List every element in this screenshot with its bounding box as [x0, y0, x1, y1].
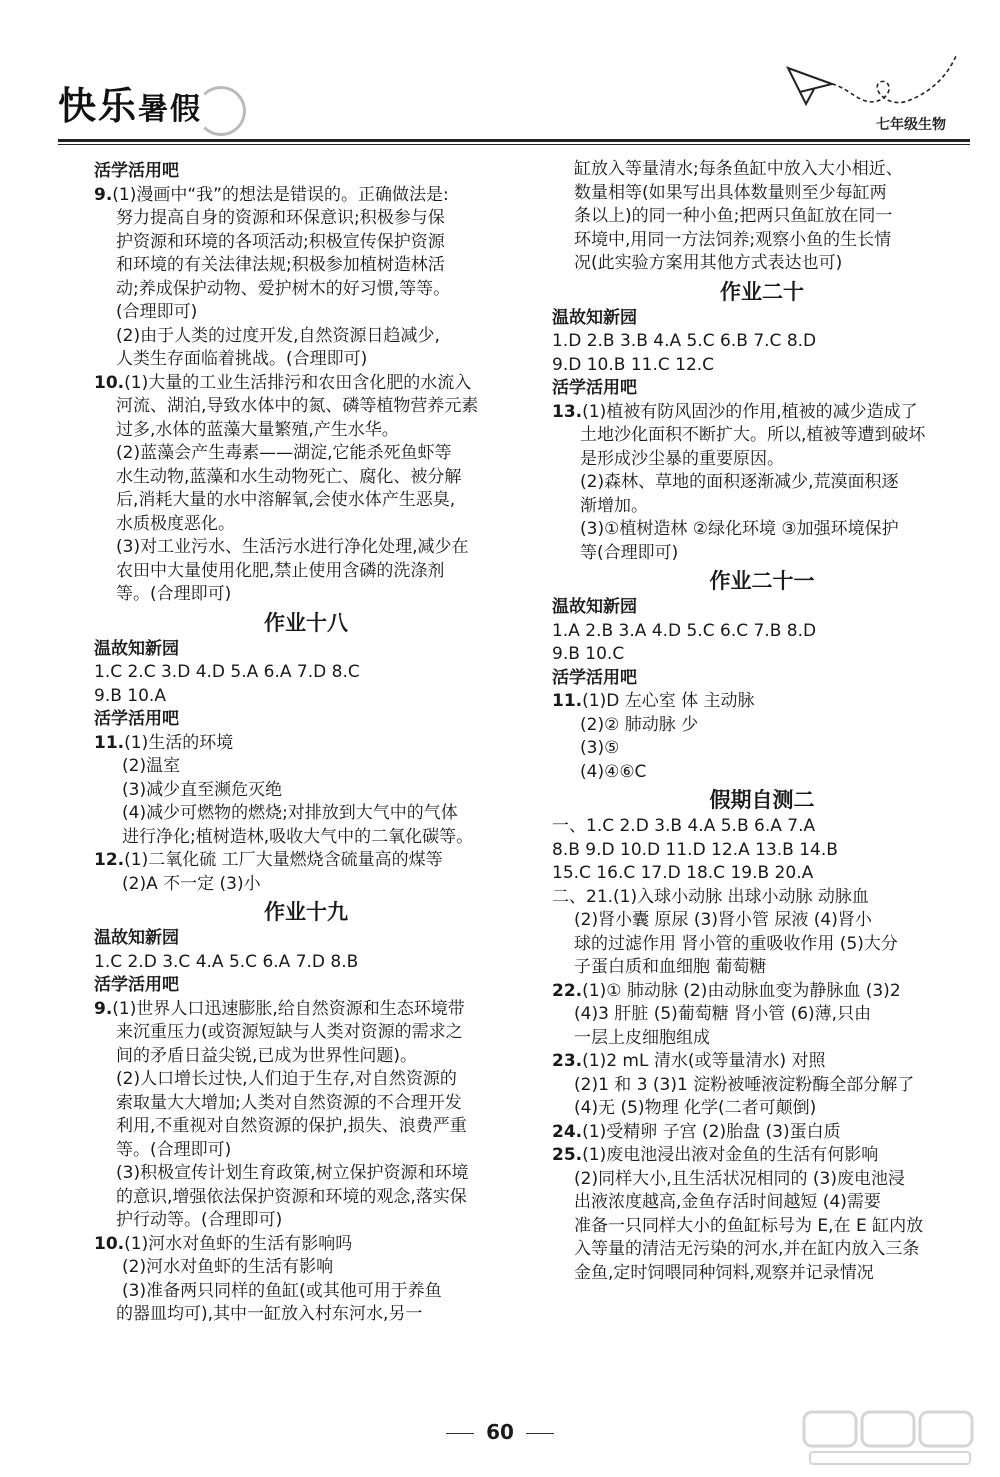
answer-line — [94, 583, 518, 607]
answer-line — [552, 737, 972, 761]
answer-line — [552, 1262, 972, 1286]
line-text: 活学活用吧 — [94, 161, 179, 181]
line-text: 活学活用吧 — [94, 709, 179, 729]
answer-line — [94, 1186, 518, 1210]
answer-line — [94, 489, 518, 513]
answer-line — [552, 182, 972, 206]
line-text: (1)二氧化硫 工厂大量燃烧含硫量高的煤等 — [124, 850, 443, 870]
answer-line — [552, 542, 972, 566]
answer-line — [552, 956, 972, 980]
page-number: 60 — [0, 1420, 1000, 1444]
line-text: 子蛋白质和血细胞 葡萄糖 — [574, 957, 767, 977]
right-column — [552, 158, 972, 1285]
line-text: 人类生存面临着挑战。(合理即可) — [116, 349, 368, 369]
answer-line — [94, 779, 518, 803]
line-text: 活学活用吧 — [552, 667, 637, 688]
line-text: 9.B 10.C — [552, 644, 625, 664]
answer-line — [94, 325, 518, 349]
line-text: (3)减少直至濒危灭绝 — [122, 779, 283, 800]
answer-line — [552, 205, 972, 229]
answer-line — [552, 1215, 972, 1239]
line-text: 9.D 10.B 11.C 12.C — [552, 354, 715, 375]
line-text: 护行动等。(合理即可) — [116, 1210, 283, 1230]
line-text: 况(此实验方案用其他方式表达也可) — [574, 253, 843, 273]
line-text: 索取量大大增加;人类对自然资源的不合理开发 — [116, 1092, 462, 1113]
line-text: 准备一只同样大小的鱼缸标号为 E,在 E 缸内放 — [574, 1215, 924, 1236]
question-number: 11. — [552, 691, 583, 711]
line-text: 是形成沙尘暴的重要原因。 — [580, 448, 784, 469]
line-text: (2)森林、草地的面积逐渐减少,荒漠面积逐 — [580, 472, 899, 492]
line-text: 温故知新园 — [552, 307, 637, 328]
line-text: 一、1.C 2.D 3.B 4.A 5.B 6.A 7.A — [552, 816, 816, 836]
answer-line — [94, 661, 518, 685]
line-text: 温故知新园 — [94, 928, 179, 948]
subsection-heading — [552, 596, 972, 620]
answer-line — [94, 849, 518, 873]
answer-line — [552, 909, 972, 933]
line-text: 过多,水体的蓝藻大量繁殖,产生水华。 — [116, 419, 399, 440]
answer-line — [94, 1233, 518, 1257]
line-text: 等(合理即可) — [580, 542, 679, 563]
answer-line — [552, 471, 972, 495]
answer-line — [94, 1303, 518, 1327]
line-text: 数量相等(如果写出具体数量则至少每缸两 — [574, 182, 887, 203]
question-number: 24. — [552, 1121, 583, 1142]
answer-line — [552, 886, 972, 910]
line-text: (3)对工业污水、生活污水进行净化处理,减少在 — [116, 537, 469, 557]
line-text: 水生动物,蓝藻和水生动物死亡、腐化、被分解 — [116, 466, 462, 487]
left-column — [94, 160, 518, 1327]
line-text: 作业十九 — [264, 899, 348, 924]
header-rule-thin — [58, 144, 970, 145]
question-number: 25. — [552, 1145, 583, 1165]
section-title — [552, 276, 972, 307]
line-text: (4)3 肝脏 (5)葡萄糖 肾小管 (6)薄,只由 — [574, 1004, 872, 1024]
answer-line — [94, 802, 518, 826]
answer-line — [552, 714, 972, 738]
line-text: 1.A 2.B 3.A 4.D 5.C 6.C 7.B 8.D — [552, 620, 817, 641]
line-text: 后,消耗大量的水中溶解氧,会使水体产生恶臭, — [116, 490, 456, 510]
answer-line — [94, 732, 518, 756]
answer-line — [94, 231, 518, 255]
question-number: 9. — [94, 184, 113, 205]
line-text: 来沉重压力(或资源短缺与人类对资源的需求之 — [116, 1022, 463, 1042]
answer-line — [552, 495, 972, 519]
line-text: 动;养成保护动物、爱护树木的好习惯,等等。 — [116, 278, 451, 299]
line-text: 土地沙化面积不断扩大。所以,植被等遭到破坏 — [580, 425, 926, 445]
line-text: 活学活用吧 — [552, 378, 637, 398]
line-text: 出液浓度越高,金鱼存活时间越短 (4)需要 — [574, 1192, 881, 1212]
line-text: (1)世界人口迅速膨胀,给自然资源和生态环境带 — [112, 998, 465, 1019]
answer-line — [552, 1238, 972, 1262]
answer-line — [552, 518, 972, 542]
answer-line — [94, 442, 518, 466]
answer-line — [94, 348, 518, 372]
line-text: (2)肾小囊 原尿 (3)肾小管 尿液 (4)肾小 — [574, 910, 872, 930]
line-text: 等。(合理即可) — [116, 1139, 232, 1160]
page-header — [0, 0, 1000, 150]
line-text: (1)废电池浸出液对金鱼的生活有何影响 — [582, 1145, 879, 1165]
line-text: 活学活用吧 — [94, 975, 179, 995]
subsection-heading — [94, 974, 518, 998]
answer-line — [94, 1256, 518, 1280]
line-text: (4)④⑥C — [580, 761, 647, 782]
answer-line — [552, 401, 972, 425]
line-text: (1)2 mL 清水(或等量清水) 对照 — [582, 1051, 826, 1071]
line-text: 和环境的有关法律法规;积极参加植树造林活 — [116, 255, 445, 275]
paper-plane-icon — [770, 48, 970, 120]
answer-line — [552, 862, 972, 886]
answer-line — [94, 207, 518, 231]
section-title — [552, 784, 972, 815]
line-text: 1.C 2.D 3.C 4.A 5.C 6.A 7.D 8.B — [94, 951, 359, 972]
answer-line — [552, 229, 972, 253]
answer-line — [94, 998, 518, 1022]
answer-line — [94, 1068, 518, 1092]
line-text: (合理即可) — [116, 302, 198, 322]
line-text: 环境中,用同一方法饲养;观察小鱼的生长情 — [574, 229, 892, 250]
question-number: 10. — [94, 372, 125, 393]
line-text: 等。(合理即可) — [116, 584, 232, 604]
answer-line — [552, 424, 972, 448]
answer-line — [552, 1168, 972, 1192]
subsection-heading — [552, 307, 972, 331]
line-text: (3)⑤ — [580, 738, 620, 758]
answer-line — [552, 1144, 972, 1168]
line-text: 作业二十 — [720, 278, 804, 304]
answer-line — [94, 826, 518, 850]
answer-line — [94, 951, 518, 975]
answer-line — [552, 330, 972, 354]
line-text: 间的矛盾日益尖锐,已成为世界性问题)。 — [116, 1045, 418, 1066]
question-number: 11. — [94, 732, 125, 753]
logo-swirl-icon — [196, 86, 246, 136]
answer-line — [552, 815, 972, 839]
line-text: 9.B 10.A — [94, 685, 166, 706]
answer-line — [552, 1027, 972, 1051]
line-text: (3)积极宣传计划生育政策,树立保护资源和环境 — [116, 1163, 469, 1183]
line-text: 条以上)的同一种小鱼;把两只鱼缸放在同一 — [574, 206, 893, 226]
line-text: 假期自测二 — [709, 787, 815, 812]
line-text: 一层上皮细胞组成 — [574, 1027, 710, 1048]
answer-line — [94, 1209, 518, 1233]
subsection-heading — [94, 927, 518, 951]
answer-line — [94, 685, 518, 709]
section-title — [552, 565, 972, 596]
answer-line — [94, 278, 518, 302]
subsection-heading — [552, 667, 972, 691]
line-text: 金鱼,定时饲喂同种饲料,观察并记录情况 — [574, 1262, 874, 1283]
answer-line — [552, 1074, 972, 1098]
answer-line — [94, 372, 518, 396]
line-text: (2)人口增长过快,人们迫于生存,对自然资源的 — [116, 1069, 457, 1089]
question-number: 9. — [94, 998, 113, 1019]
line-text: (2)1 和 3 (3)1 淀粉被唾液淀粉酶全部分解了 — [574, 1074, 915, 1095]
answer-line — [94, 1162, 518, 1186]
answer-line — [552, 620, 972, 644]
answer-line — [94, 395, 518, 419]
line-text: (4)无 (5)物理 化学(二者可颠倒) — [574, 1098, 817, 1118]
section-title — [94, 896, 518, 927]
line-text: (2)② 肺动脉 少 — [580, 714, 699, 735]
answer-line — [552, 1050, 972, 1074]
line-text: (2)由于人类的过度开发,自然资源日趋减少, — [116, 325, 440, 346]
answer-line — [94, 560, 518, 584]
answer-line — [552, 448, 972, 472]
line-text: 渐增加。 — [580, 495, 648, 516]
question-number: 12. — [94, 850, 125, 870]
answer-line — [552, 252, 972, 276]
line-text: 农田中大量使用化肥,禁止使用含磷的洗涤剂 — [116, 560, 445, 581]
line-text: (4)减少可燃物的燃烧;对排放到大气中的气体 — [122, 803, 458, 823]
line-text: 的器皿均可),其中一缸放入村东河水,另一 — [116, 1304, 423, 1324]
line-text: (2)蓝藻会产生毒素——湖淀,它能杀死鱼虾等 — [116, 443, 452, 463]
question-number: 22. — [552, 980, 583, 1001]
line-text: (1)生活的环境 — [124, 732, 234, 753]
line-text: 15.C 16.C 17.D 18.C 19.B 20.A — [552, 863, 814, 883]
answer-line — [552, 1191, 972, 1215]
line-text: 入等量的清洁无污染的河水,并在缸内放入三条 — [574, 1239, 920, 1259]
line-text: 二、21.(1)入球小动脉 出球小动脉 动脉血 — [552, 886, 869, 907]
answer-line — [94, 184, 518, 208]
answer-line — [552, 1097, 972, 1121]
line-text: (1)D 左心室 体 主动脉 — [582, 691, 755, 711]
line-text: (2)同样大小,且生活状况相同的 (3)废电池浸 — [574, 1168, 905, 1189]
line-text: (1)① 肺动脉 (2)由动脉血变为静脉血 (3)2 — [582, 980, 901, 1001]
answer-line — [94, 1092, 518, 1116]
answer-line — [552, 839, 972, 863]
answer-line — [552, 1121, 972, 1145]
line-text: (1)受精卵 子宫 (2)胎盘 (3)蛋白质 — [582, 1121, 841, 1142]
logo-text-summer: 暑假 — [138, 92, 203, 127]
line-text: 温故知新园 — [552, 597, 637, 617]
line-text: (1)大量的工业生活排污和农田含化肥的水流入 — [124, 372, 472, 393]
answer-line — [94, 1139, 518, 1163]
answer-line — [94, 536, 518, 560]
question-number: 13. — [552, 401, 583, 422]
grade-subject-label: 七年级生物 — [876, 117, 946, 133]
line-text: (1)植被有防风固沙的作用,植被的减少造成了 — [582, 401, 918, 422]
answer-line — [552, 980, 972, 1004]
answer-line — [94, 301, 518, 325]
line-text: (3)准备两只同样的鱼缸(或其他可用于养鱼 — [122, 1280, 442, 1301]
answer-line — [552, 761, 972, 785]
question-number: 10. — [94, 1233, 125, 1254]
line-text: (1)河水对鱼虾的生活有影响吗 — [124, 1233, 353, 1254]
answer-line — [94, 873, 518, 897]
line-text: 进行净化;植树造林,吸收大气中的二氧化碳等。 — [122, 826, 474, 847]
line-text: 1.D 2.B 3.B 4.A 5.C 6.B 7.C 8.D — [552, 331, 817, 351]
line-text: 努力提高自身的资源和环保意识;积极参与保 — [116, 208, 445, 228]
answer-line — [94, 254, 518, 278]
section-title — [94, 607, 518, 638]
answer-line — [94, 513, 518, 537]
book-logo — [58, 84, 202, 132]
subsection-heading — [94, 708, 518, 732]
line-text: 作业二十一 — [709, 568, 815, 593]
answer-line — [94, 419, 518, 443]
line-text: 球的过滤作用 肾小管的重吸收作用 (5)大分 — [574, 933, 898, 954]
line-text: 水质极度恶化。 — [116, 513, 235, 534]
answer-line — [552, 158, 972, 182]
subsection-heading — [552, 377, 972, 401]
subsection-heading — [94, 160, 518, 184]
answer-line — [94, 1280, 518, 1304]
answer-line — [94, 1115, 518, 1139]
answer-line — [552, 1003, 972, 1027]
header-rule — [58, 139, 970, 142]
line-text: 8.B 9.D 10.D 11.D 12.A 13.B 14.B — [552, 839, 838, 860]
line-text: (1)漫画中“我”的想法是错误的。正确做法是: — [112, 184, 449, 205]
line-text: 利用,不重视对自然资源的保护,损失、浪费严重 — [116, 1116, 467, 1136]
question-number: 23. — [552, 1051, 583, 1071]
answer-line — [552, 354, 972, 378]
answer-line — [552, 933, 972, 957]
line-text: 河流、湖泊,导致水体中的氮、磷等植物营养元素 — [116, 396, 479, 416]
line-text: 1.C 2.C 3.D 4.D 5.A 6.A 7.D 8.C — [94, 662, 360, 682]
line-text: 的意识,增强依法保护资源和环境的观念,落实保 — [116, 1186, 467, 1207]
answer-line — [552, 643, 972, 667]
answer-line — [552, 690, 972, 714]
line-text: (2)温室 — [122, 756, 181, 776]
watermark-logo-icon — [800, 1408, 980, 1468]
line-text: (2)河水对鱼虾的生活有影响 — [122, 1257, 334, 1277]
subsection-heading — [94, 638, 518, 662]
line-text: (2)A 不一定 (3)小 — [122, 873, 261, 894]
line-text: 缸放入等量清水;每条鱼缸中放入大小相近、 — [574, 159, 903, 179]
answer-line — [94, 466, 518, 490]
line-text: 温故知新园 — [94, 638, 179, 659]
answer-line — [94, 1045, 518, 1069]
line-text: 护资源和环境的各项活动;积极宣传保护资源 — [116, 231, 445, 252]
logo-text-happy: 快乐 — [58, 83, 139, 128]
answer-line — [94, 755, 518, 779]
line-text: 作业十八 — [264, 609, 348, 635]
answer-line — [94, 1021, 518, 1045]
line-text: (3)①植树造林 ②绿化环境 ③加强环境保护 — [580, 519, 899, 539]
